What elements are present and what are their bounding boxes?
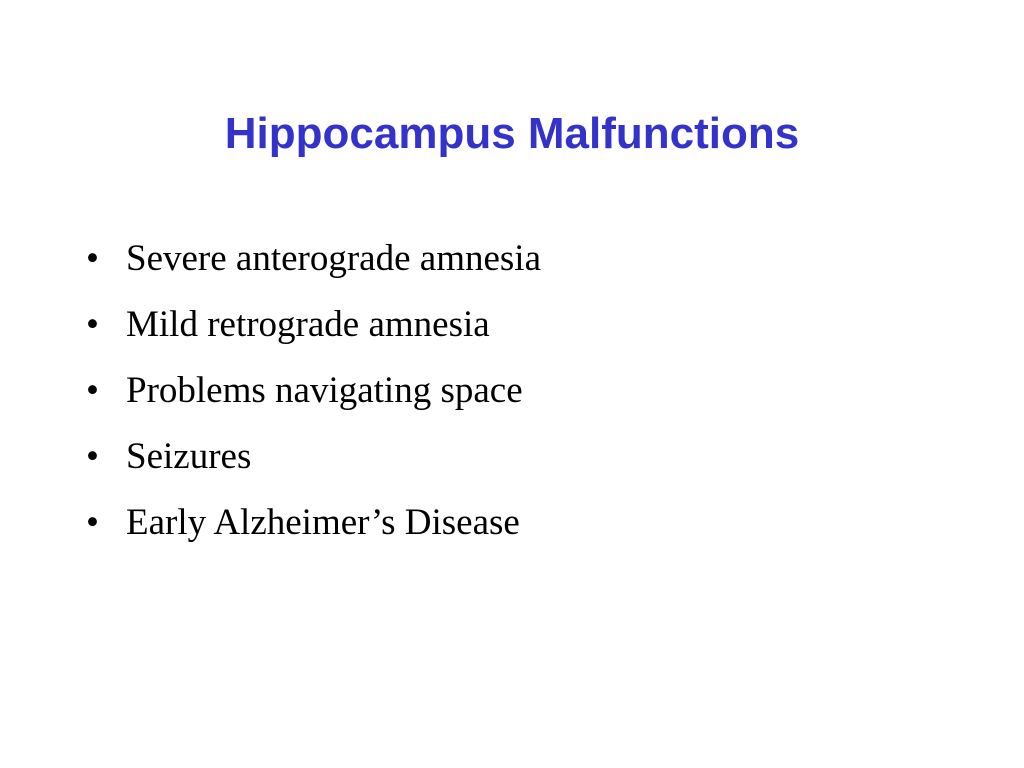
bullet-icon: • [86,436,99,477]
slide-title: Hippocampus Malfunctions [224,109,800,158]
list-item [86,292,541,358]
bullet-text: Mild retrograde amnesia [126,304,490,345]
bullet-text: Problems navigating space [126,370,523,411]
bullet-icon: • [86,502,99,543]
bullet-icon: • [86,238,99,279]
bullet-text: Early Alzheimer’s Disease [126,502,520,543]
bullet-text: Seizures [126,436,252,477]
list-item [86,358,541,424]
bullet-text: Severe anterograde amnesia [126,238,542,279]
bullet-icon: • [86,304,99,345]
list-item [86,490,541,556]
bullet-list [86,226,541,556]
list-item [86,226,541,292]
list-item [86,424,541,490]
bullet-icon: • [86,370,99,411]
